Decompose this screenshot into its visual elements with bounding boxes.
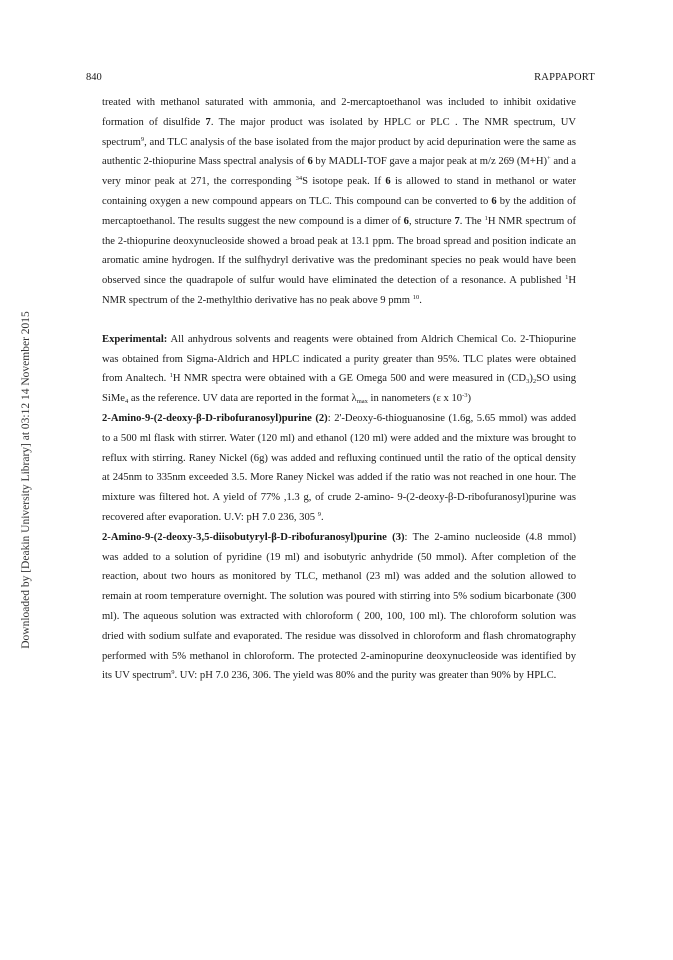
paragraph-thiopurine-results bbox=[102, 93, 576, 311]
subscript: 2 bbox=[532, 378, 537, 386]
compound-ref: 6 bbox=[385, 176, 391, 188]
text-run: by MADLI-TOF gave a major peak at m/z 269 (M+H) bbox=[312, 156, 547, 168]
text-run: H NMR spectrum of the 2-thiopurine deoxynucleoside showed a broad peak at 13.1 ppm. The broad spread and position indicate an aromatic amine hydrogen. If the sulfhydryl derivative was the predominant species no peak would have been observed since the quadrapole of sulfur would have eliminated the detection of a resonance. A published bbox=[102, 215, 577, 287]
text-run: . UV: pH 7.0 236, 306. The yield was 80% and the purity was greater than 90% by HPLC. bbox=[174, 670, 557, 682]
paragraph-compound-3 bbox=[102, 528, 576, 686]
citation-ref: 10 bbox=[412, 293, 420, 301]
superscript: + bbox=[547, 155, 551, 163]
citation-ref: 9 bbox=[140, 135, 145, 143]
text-run: is allowed to stand in methanol or water containing oxygen a new compound appears on TLC. This compound can be converted to bbox=[102, 176, 576, 207]
superscript: -3 bbox=[462, 392, 468, 400]
compound-heading: 2-Amino-9-(2-deoxy-3,5-diisobutyryl-β-D-ribofuranosyl)purine (3) bbox=[102, 531, 405, 543]
text-run: SO using SiMe bbox=[102, 373, 576, 405]
paragraph-compound-2 bbox=[102, 409, 576, 528]
text-run: . bbox=[320, 511, 324, 523]
text-run: H NMR spectrum of the 2-methylthio derivative has no peak above 9 pmm bbox=[102, 275, 576, 306]
citation-ref: 9 bbox=[317, 510, 321, 518]
text-run: by the addition of mercaptoethanol. The results suggest the new compound is a dimer of bbox=[102, 195, 576, 227]
text-run: and a very minor peak at 271, the corresponding bbox=[102, 156, 576, 188]
citation-ref: 9 bbox=[171, 669, 175, 677]
text-run: ) bbox=[467, 393, 472, 405]
text-run: . bbox=[419, 294, 422, 306]
text-run: ) bbox=[529, 373, 533, 385]
paragraph-experimental bbox=[102, 330, 576, 409]
superscript: 1 bbox=[484, 214, 488, 222]
text-run: in nanometers (ε x 10 bbox=[367, 393, 463, 405]
compound-ref: 7 bbox=[454, 215, 460, 227]
running-head: RAPPAPORT bbox=[534, 72, 595, 83]
text-run: as the reference. UV data are reported in the format λ bbox=[128, 393, 357, 405]
download-watermark: Downloaded by [Deakin University Library] at 03:12 14 November 2015 bbox=[20, 311, 32, 649]
text-run: , structure bbox=[408, 215, 455, 227]
text-run: , and TLC analysis of the base isolated from the major product by acid depurination were the same as authentic 2-thiopurine Mass spectral analysis of bbox=[102, 136, 576, 168]
subscript: 4 bbox=[124, 398, 129, 406]
compound-heading: 2-Amino-9-(2-deoxy-β-D-ribofuranosyl)purine (2) bbox=[102, 412, 328, 424]
subscript: 3 bbox=[526, 378, 530, 386]
body-text bbox=[102, 93, 576, 686]
page-number: 840 bbox=[86, 72, 102, 83]
text-run: . The bbox=[459, 215, 485, 227]
paragraph-gap bbox=[102, 311, 576, 330]
text-run: S isotope peak. If bbox=[302, 176, 386, 188]
subscript: max bbox=[356, 398, 368, 406]
text-run: : The 2-amino nucleoside (4.8 mmol) was added to a solution of pyridine (19 ml) and isobutyric anhydride (50 mmol). After completion of the reaction, about two hours as monitored by TLC, methanol (23 ml) was added and the solution allowed to remain at room temperature overnight. The solution was poured with stirring into 5% sodium bicarbonate (300 ml). The aqueous solution was extracted with chloroform ( 200, 100, 100 ml). The chloroform solution was dried with sodium sulfate and evaporated. The residue was dissolved in chloroform and flash chromatography performed with 5% methanol in chloroform. The protected 2-aminopurine deoxynucleoside was identified by its UV spectrum bbox=[102, 531, 576, 682]
text-run: treated with methanol saturated with ammonia, and 2-mercaptoethanol was included to inhibit oxidative formation of disulfide bbox=[102, 97, 576, 128]
compound-ref: 6 bbox=[403, 215, 409, 227]
superscript: 34 bbox=[295, 175, 303, 183]
section-heading: Experimental: bbox=[102, 333, 168, 345]
text-run: : 2'-Deoxy-6-thioguanosine (1.6g, 5.65 mmol) was added to a 500 ml flask with stirrer. Water (120 ml) and ethanol (120 ml) were added and the mixture was brought to reflux with stirring. Raney Nickel (6g) was added and refluxing continued until the ratio of the optical density at 245nm to 335nm exceeded 3.5. More Raney Nickel was added if the ratio was not reached in one hour. The mixture was filtered hot. A yield of 77% ,1.3 g, of crude 2-amino- 9-(2-deoxy-β-D-ribofuranosyl)purine was recovered after evaporation. U.V: pH 7.0 236, 305 bbox=[102, 412, 576, 523]
compound-ref: 6 bbox=[491, 195, 497, 207]
text-run: All anhydrous solvents and reagents were obtained from Aldrich Chemical Co. 2-Thiopurine was obtained from Sigma-Aldrich and HPLC indicated a purity greater than 95%. TLC plates were obtained from Analtech. bbox=[102, 333, 576, 385]
text-run: . The major product was isolated by HPLC or PLC . The NMR spectrum, UV spectrum bbox=[102, 116, 576, 148]
superscript: 1 bbox=[169, 372, 173, 380]
compound-ref: 6 bbox=[307, 156, 313, 168]
superscript: 1 bbox=[565, 274, 569, 282]
text-run: H NMR spectra were obtained with a GE Omega 500 and were measured in (CD bbox=[172, 373, 527, 385]
compound-ref: 7 bbox=[205, 116, 211, 128]
